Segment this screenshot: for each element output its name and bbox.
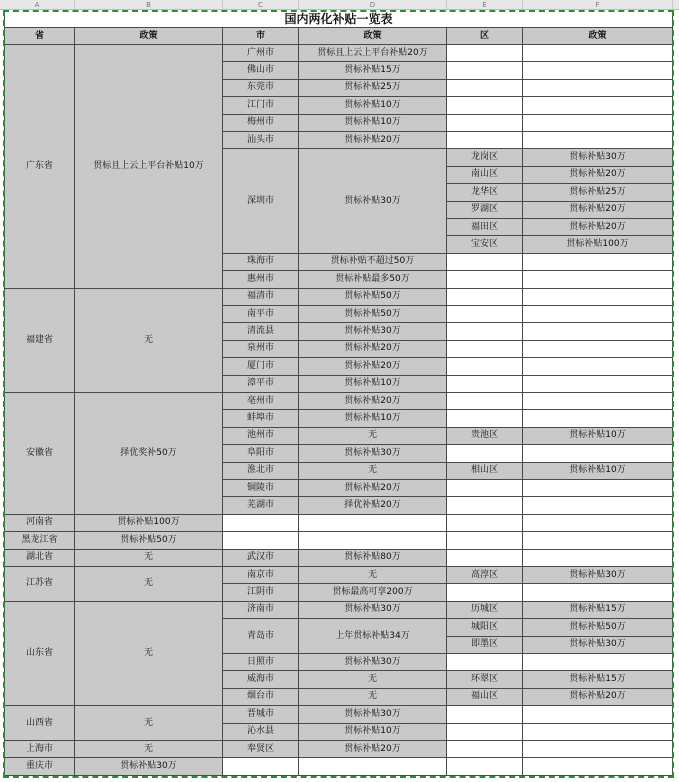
header-province-policy[interactable]: 政策 <box>75 28 223 45</box>
district-policy-cell[interactable] <box>523 45 673 62</box>
district-policy-cell[interactable] <box>523 254 673 271</box>
city-cell[interactable]: 汕头市 <box>223 132 299 149</box>
district-policy-cell[interactable]: 贯标补贴10万 <box>523 428 673 445</box>
city-policy-cell[interactable]: 贯标补贴15万 <box>299 62 447 79</box>
district-cell[interactable]: 环翠区 <box>447 671 523 688</box>
district-cell[interactable] <box>447 393 523 410</box>
city-cell[interactable] <box>223 515 299 532</box>
district-cell[interactable] <box>447 724 523 741</box>
district-policy-cell[interactable] <box>523 306 673 323</box>
district-policy-cell[interactable]: 贯标补贴15万 <box>523 671 673 688</box>
province-cell[interactable]: 广东省 <box>4 45 75 289</box>
district-policy-cell[interactable] <box>523 289 673 306</box>
district-policy-cell[interactable] <box>523 115 673 132</box>
district-cell[interactable]: 罗湖区 <box>447 202 523 219</box>
city-policy-cell[interactable]: 贯标补贴30万 <box>299 654 447 671</box>
city-cell[interactable]: 淮北市 <box>223 463 299 480</box>
district-cell[interactable]: 福山区 <box>447 689 523 706</box>
city-policy-cell[interactable]: 贯标补贴10万 <box>299 376 447 393</box>
column-header-a[interactable]: A <box>0 0 75 10</box>
city-policy-cell[interactable]: 贯标补贴30万 <box>299 323 447 340</box>
district-policy-cell[interactable]: 贯标补贴25万 <box>523 184 673 201</box>
city-policy-cell[interactable]: 贯标补贴不超过50万 <box>299 254 447 271</box>
city-policy-cell[interactable]: 贯标补贴30万 <box>299 602 447 619</box>
district-policy-cell[interactable] <box>523 323 673 340</box>
district-cell[interactable] <box>447 654 523 671</box>
city-policy-cell[interactable]: 贯标补贴80万 <box>299 550 447 567</box>
district-policy-cell[interactable]: 贯标补贴20万 <box>523 167 673 184</box>
district-policy-cell[interactable] <box>523 550 673 567</box>
city-policy-cell[interactable]: 上年贯标补贴34万 <box>299 619 447 654</box>
province-cell[interactable]: 黑龙江省 <box>4 532 75 549</box>
district-cell[interactable]: 城阳区 <box>447 619 523 636</box>
district-cell[interactable]: 龙岗区 <box>447 149 523 166</box>
header-district[interactable]: 区 <box>447 28 523 45</box>
district-policy-cell[interactable] <box>523 132 673 149</box>
city-cell[interactable]: 青岛市 <box>223 619 299 654</box>
city-policy-cell[interactable]: 无 <box>299 689 447 706</box>
province-cell[interactable]: 山西省 <box>4 706 75 741</box>
district-cell[interactable] <box>447 271 523 288</box>
city-cell[interactable]: 日照市 <box>223 654 299 671</box>
province-cell[interactable]: 河南省 <box>4 515 75 532</box>
city-policy-cell[interactable] <box>299 758 447 775</box>
district-policy-cell[interactable] <box>523 393 673 410</box>
city-cell[interactable]: 江阴市 <box>223 584 299 601</box>
city-cell[interactable]: 阜阳市 <box>223 445 299 462</box>
province-cell[interactable]: 江苏省 <box>4 567 75 602</box>
city-cell[interactable]: 梅州市 <box>223 115 299 132</box>
city-policy-cell[interactable]: 无 <box>299 567 447 584</box>
district-policy-cell[interactable] <box>523 62 673 79</box>
city-policy-cell[interactable]: 贯标补贴50万 <box>299 306 447 323</box>
column-header-d[interactable]: D <box>299 0 447 10</box>
city-cell[interactable]: 铜陵市 <box>223 480 299 497</box>
city-policy-cell[interactable]: 贯标补贴最多50万 <box>299 271 447 288</box>
city-policy-cell[interactable]: 贯标补贴30万 <box>299 445 447 462</box>
header-city-policy[interactable]: 政策 <box>299 28 447 45</box>
district-policy-cell[interactable] <box>523 97 673 114</box>
province-policy-cell[interactable]: 无 <box>75 567 223 602</box>
province-policy-cell[interactable]: 无 <box>75 741 223 758</box>
city-cell[interactable]: 深圳市 <box>223 149 299 253</box>
district-cell[interactable] <box>447 758 523 775</box>
province-cell[interactable]: 重庆市 <box>4 758 75 775</box>
city-cell[interactable]: 济南市 <box>223 602 299 619</box>
city-cell[interactable]: 亳州市 <box>223 393 299 410</box>
province-policy-cell[interactable]: 无 <box>75 289 223 393</box>
district-cell[interactable] <box>447 741 523 758</box>
city-policy-cell[interactable]: 贯标补贴10万 <box>299 97 447 114</box>
province-cell[interactable]: 山东省 <box>4 602 75 706</box>
district-cell[interactable]: 南山区 <box>447 167 523 184</box>
district-cell[interactable]: 相山区 <box>447 463 523 480</box>
district-cell[interactable]: 贵池区 <box>447 428 523 445</box>
district-cell[interactable] <box>447 480 523 497</box>
district-cell[interactable] <box>447 550 523 567</box>
city-cell[interactable]: 晋城市 <box>223 706 299 723</box>
province-policy-cell[interactable]: 无 <box>75 550 223 567</box>
city-policy-cell[interactable]: 贯标补贴20万 <box>299 480 447 497</box>
city-policy-cell[interactable]: 择优补贴20万 <box>299 497 447 514</box>
district-cell[interactable] <box>447 132 523 149</box>
district-policy-cell[interactable] <box>523 741 673 758</box>
province-policy-cell[interactable]: 贯标补贴30万 <box>75 758 223 775</box>
district-policy-cell[interactable] <box>523 706 673 723</box>
city-cell[interactable] <box>223 758 299 775</box>
district-cell[interactable] <box>447 445 523 462</box>
city-policy-cell[interactable]: 无 <box>299 463 447 480</box>
city-policy-cell[interactable]: 无 <box>299 671 447 688</box>
city-cell[interactable]: 福清市 <box>223 289 299 306</box>
district-policy-cell[interactable] <box>523 758 673 775</box>
district-cell[interactable] <box>447 80 523 97</box>
city-policy-cell[interactable]: 贯标补贴20万 <box>299 132 447 149</box>
district-policy-cell[interactable] <box>523 358 673 375</box>
district-policy-cell[interactable] <box>523 480 673 497</box>
city-cell[interactable]: 奉贤区 <box>223 741 299 758</box>
district-policy-cell[interactable]: 贯标补贴10万 <box>523 463 673 480</box>
city-cell[interactable]: 江门市 <box>223 97 299 114</box>
city-policy-cell[interactable]: 贯标最高可享200万 <box>299 584 447 601</box>
district-policy-cell[interactable] <box>523 515 673 532</box>
district-cell[interactable] <box>447 97 523 114</box>
district-cell[interactable] <box>447 515 523 532</box>
city-policy-cell[interactable]: 贯标补贴20万 <box>299 341 447 358</box>
province-cell[interactable]: 上海市 <box>4 741 75 758</box>
district-cell[interactable] <box>447 289 523 306</box>
district-policy-cell[interactable]: 贯标补贴20万 <box>523 219 673 236</box>
column-header-b[interactable]: B <box>75 0 223 10</box>
city-cell[interactable]: 南平市 <box>223 306 299 323</box>
district-cell[interactable] <box>447 254 523 271</box>
district-policy-cell[interactable] <box>523 376 673 393</box>
district-policy-cell[interactable] <box>523 445 673 462</box>
district-cell[interactable] <box>447 115 523 132</box>
header-district-policy[interactable]: 政策 <box>523 28 673 45</box>
column-header-overflow <box>673 0 679 10</box>
city-policy-cell[interactable]: 贯标补贴50万 <box>299 289 447 306</box>
city-cell[interactable]: 佛山市 <box>223 62 299 79</box>
city-policy-cell[interactable]: 贯标补贴20万 <box>299 393 447 410</box>
city-cell[interactable] <box>223 532 299 549</box>
city-policy-cell[interactable]: 贯标补贴30万 <box>299 149 447 253</box>
city-cell[interactable]: 东莞市 <box>223 80 299 97</box>
district-cell[interactable] <box>447 584 523 601</box>
district-policy-cell[interactable]: 贯标补贴30万 <box>523 149 673 166</box>
city-policy-cell[interactable] <box>299 532 447 549</box>
district-cell[interactable]: 宝安区 <box>447 236 523 253</box>
city-cell[interactable]: 池州市 <box>223 428 299 445</box>
district-cell[interactable]: 龙华区 <box>447 184 523 201</box>
district-policy-cell[interactable] <box>523 410 673 427</box>
city-policy-cell[interactable]: 贯标补贴10万 <box>299 410 447 427</box>
city-policy-cell[interactable]: 贯标补贴10万 <box>299 724 447 741</box>
column-header-c[interactable]: C <box>223 0 299 10</box>
city-cell[interactable]: 惠州市 <box>223 271 299 288</box>
province-policy-cell[interactable]: 贯标且上云上平台补贴10万 <box>75 45 223 289</box>
province-policy-cell[interactable]: 择优奖补50万 <box>75 393 223 515</box>
city-policy-cell[interactable]: 贯标补贴20万 <box>299 358 447 375</box>
district-policy-cell[interactable]: 贯标补贴30万 <box>523 567 673 584</box>
city-cell[interactable]: 芜湖市 <box>223 497 299 514</box>
district-cell[interactable] <box>447 358 523 375</box>
district-policy-cell[interactable]: 贯标补贴30万 <box>523 637 673 654</box>
province-policy-cell[interactable]: 无 <box>75 706 223 741</box>
district-cell[interactable] <box>447 341 523 358</box>
city-cell[interactable]: 泉州市 <box>223 341 299 358</box>
district-cell[interactable] <box>447 706 523 723</box>
province-policy-cell[interactable]: 无 <box>75 602 223 706</box>
district-cell[interactable]: 福田区 <box>447 219 523 236</box>
province-cell[interactable]: 福建省 <box>4 289 75 393</box>
province-policy-cell[interactable]: 贯标补贴100万 <box>75 515 223 532</box>
district-cell[interactable] <box>447 323 523 340</box>
city-cell[interactable]: 清流县 <box>223 323 299 340</box>
district-policy-cell[interactable] <box>523 80 673 97</box>
district-policy-cell[interactable]: 贯标补贴50万 <box>523 619 673 636</box>
district-policy-cell[interactable]: 贯标补贴15万 <box>523 602 673 619</box>
city-policy-cell[interactable]: 贯标且上云上平台补贴20万 <box>299 45 447 62</box>
city-cell[interactable]: 珠海市 <box>223 254 299 271</box>
district-cell[interactable] <box>447 45 523 62</box>
district-policy-cell[interactable] <box>523 654 673 671</box>
district-policy-cell[interactable]: 贯标补贴20万 <box>523 689 673 706</box>
city-policy-cell[interactable]: 无 <box>299 428 447 445</box>
district-policy-cell[interactable] <box>523 724 673 741</box>
city-policy-cell[interactable] <box>299 515 447 532</box>
district-policy-cell[interactable] <box>523 341 673 358</box>
city-policy-cell[interactable]: 贯标补贴30万 <box>299 706 447 723</box>
city-cell[interactable]: 南京市 <box>223 567 299 584</box>
column-header-f[interactable]: F <box>523 0 673 10</box>
district-policy-cell[interactable] <box>523 584 673 601</box>
province-policy-cell[interactable]: 贯标补贴50万 <box>75 532 223 549</box>
city-policy-cell[interactable]: 贯标补贴10万 <box>299 115 447 132</box>
table-title[interactable]: 国内两化补贴一览表 <box>4 10 673 28</box>
city-cell[interactable]: 广州市 <box>223 45 299 62</box>
district-cell[interactable]: 历城区 <box>447 602 523 619</box>
district-cell[interactable] <box>447 410 523 427</box>
district-cell[interactable] <box>447 532 523 549</box>
city-cell[interactable]: 漳平市 <box>223 376 299 393</box>
city-cell[interactable]: 威海市 <box>223 671 299 688</box>
district-cell[interactable]: 即墨区 <box>447 637 523 654</box>
city-policy-cell[interactable]: 贯标补贴25万 <box>299 80 447 97</box>
district-cell[interactable] <box>447 62 523 79</box>
district-cell[interactable] <box>447 376 523 393</box>
city-policy-cell[interactable]: 贯标补贴20万 <box>299 741 447 758</box>
province-cell[interactable]: 安徽省 <box>4 393 75 515</box>
city-cell[interactable]: 武汉市 <box>223 550 299 567</box>
district-cell[interactable] <box>447 306 523 323</box>
city-cell[interactable]: 烟台市 <box>223 689 299 706</box>
header-city[interactable]: 市 <box>223 28 299 45</box>
district-cell[interactable]: 高淳区 <box>447 567 523 584</box>
district-policy-cell[interactable] <box>523 271 673 288</box>
city-cell[interactable]: 蚌埠市 <box>223 410 299 427</box>
column-header-e[interactable]: E <box>447 0 523 10</box>
header-province[interactable]: 省 <box>4 28 75 45</box>
city-cell[interactable]: 厦门市 <box>223 358 299 375</box>
province-cell[interactable]: 湖北省 <box>4 550 75 567</box>
district-policy-cell[interactable]: 贯标补贴100万 <box>523 236 673 253</box>
city-cell[interactable]: 沁水县 <box>223 724 299 741</box>
district-policy-cell[interactable]: 贯标补贴20万 <box>523 202 673 219</box>
district-cell[interactable] <box>447 497 523 514</box>
district-policy-cell[interactable] <box>523 497 673 514</box>
district-policy-cell[interactable] <box>523 532 673 549</box>
